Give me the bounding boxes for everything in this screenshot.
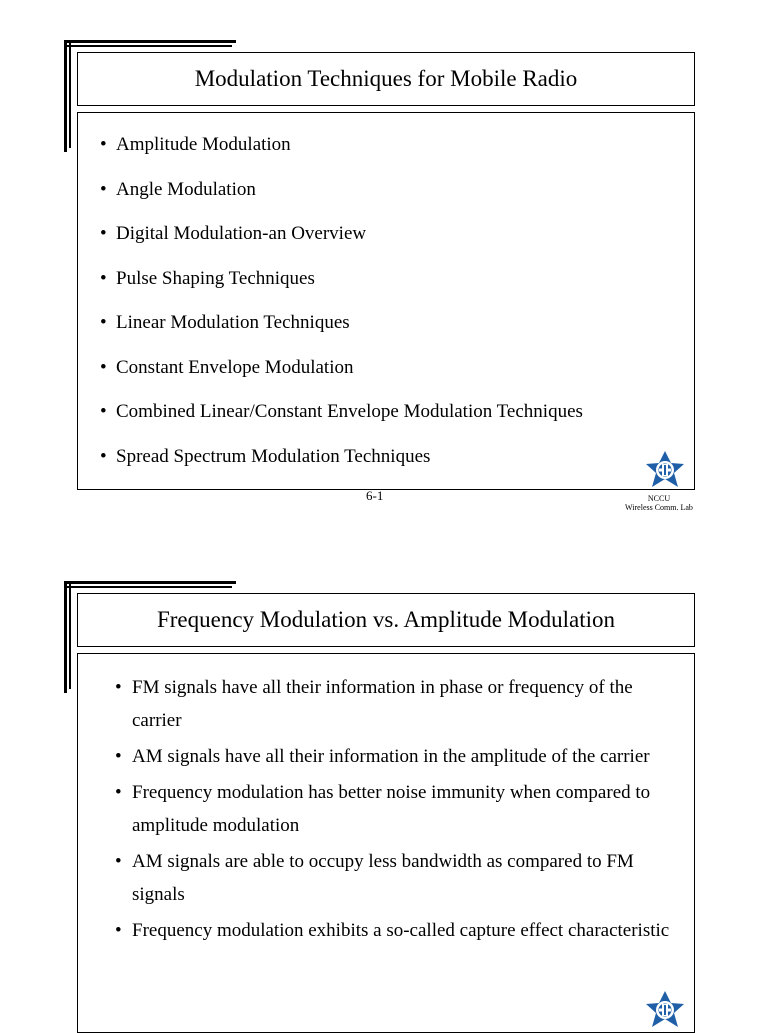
list-item: • Frequency modulation has better noise immunity when compared to amplitude modulation <box>78 776 694 842</box>
list-item: • Spread Spectrum Modulation Techniques <box>78 446 694 468</box>
list-item: • Angle Modulation <box>78 179 694 201</box>
list-item: • AM signals have all their information in the amplitude of the carrier <box>78 740 694 773</box>
lab-credit <box>614 494 704 512</box>
slide-title: Modulation Techniques for Mobile Radio <box>194 66 578 91</box>
list-item: • Combined Linear/Constant Envelope Modulation Techniques <box>78 401 694 423</box>
list-item: • Constant Envelope Modulation <box>78 357 694 379</box>
list-item: • Linear Modulation Techniques <box>78 312 694 334</box>
lab-subtitle: Wireless Comm. Lab <box>625 503 693 512</box>
list-item: • Amplitude Modulation <box>78 134 694 156</box>
list-item: • FM signals have all their information in phase or frequency of the carrier <box>78 671 694 737</box>
nccu-logo-icon <box>645 450 685 490</box>
slide-body-box <box>77 653 695 1033</box>
bullet-list <box>78 134 694 468</box>
slide-title-box <box>77 593 695 647</box>
list-item: • Digital Modulation-an Overview <box>78 223 694 245</box>
nccu-logo-icon <box>645 990 685 1030</box>
page-number: 6-1 <box>366 488 384 503</box>
list-item: • Pulse Shaping Techniques <box>78 268 694 290</box>
slide-body-box <box>77 112 695 490</box>
list-item: • Frequency modulation exhibits a so-called capture effect characteristic <box>78 914 694 947</box>
slide-title: Frequency Modulation vs. Amplitude Modulation <box>156 607 616 632</box>
bullet-list <box>78 671 694 947</box>
list-item: • AM signals are able to occupy less bandwidth as compared to FM signals <box>78 845 694 911</box>
lab-name: NCCU <box>647 494 671 503</box>
slide-title-box <box>77 52 695 106</box>
